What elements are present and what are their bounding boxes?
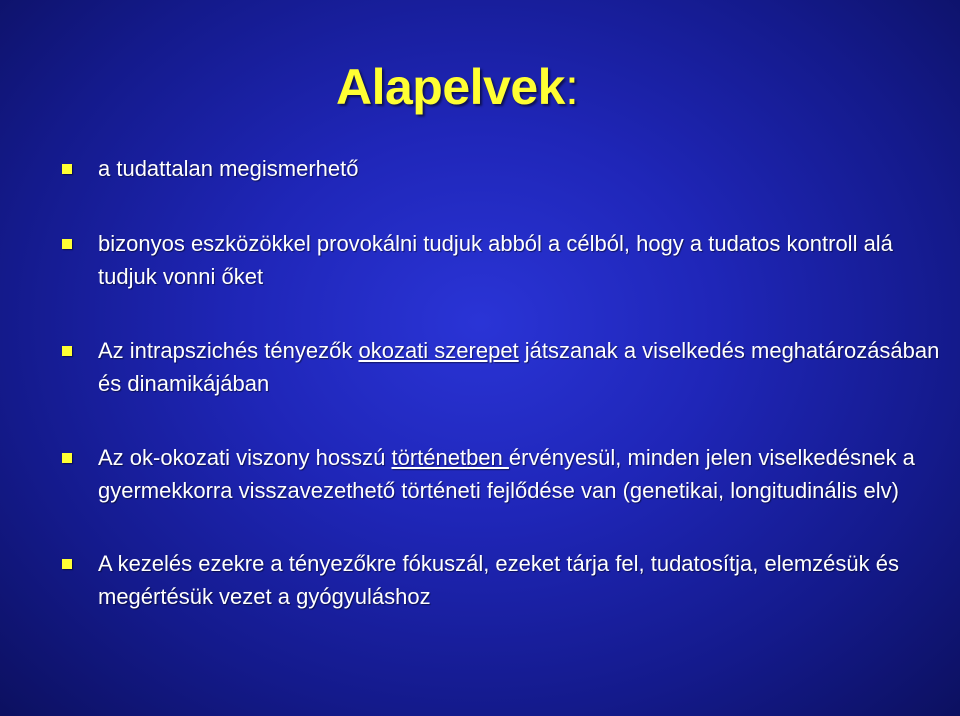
- bullet-item-1: [62, 152, 942, 185]
- bullet-text-before: Az ok-okozati viszony hosszú: [98, 445, 392, 470]
- bullet-item-3: [62, 334, 942, 400]
- bullet-text: a tudattalan megismerhető: [98, 156, 359, 181]
- square-bullet-icon: [62, 346, 72, 356]
- bullet-text-after: érvényesül, minden jelen viselkedésnek a gyermekkorra visszavezethető történeti fejlődése van (genetikai, longitudinális elv): [98, 445, 915, 503]
- bullet-underlined-text: történetben: [391, 445, 509, 470]
- bullet-item-5: [62, 547, 942, 613]
- slide-title-colon: :: [564, 59, 579, 115]
- square-bullet-icon: [62, 453, 72, 463]
- bullet-text-before: Az intrapszichés tényezők: [98, 338, 359, 363]
- bullet-text: bizonyos eszközökkel provokálni tudjuk abból a célból, hogy a tudatos kontroll alá tudjuk vonni őket: [98, 231, 893, 289]
- square-bullet-icon: [62, 164, 72, 174]
- slide-title-text: Alapelvek: [336, 59, 565, 115]
- slide-title: [336, 58, 578, 116]
- square-bullet-icon: [62, 559, 72, 569]
- bullet-text-after: játszanak a viselkedés meghatározásában és dinamikájában: [98, 338, 940, 396]
- bullet-underlined-text: okozati szerepet: [358, 338, 519, 363]
- bullet-item-2: [62, 227, 942, 293]
- bullet-item-4: [62, 441, 942, 507]
- bullet-text: A kezelés ezekre a tényezőkre fókuszál, ezeket tárja fel, tudatosítja, elemzésük és megértésük vezet a gyógyuláshoz: [98, 551, 899, 609]
- square-bullet-icon: [62, 239, 72, 249]
- bullet-list: [62, 152, 942, 613]
